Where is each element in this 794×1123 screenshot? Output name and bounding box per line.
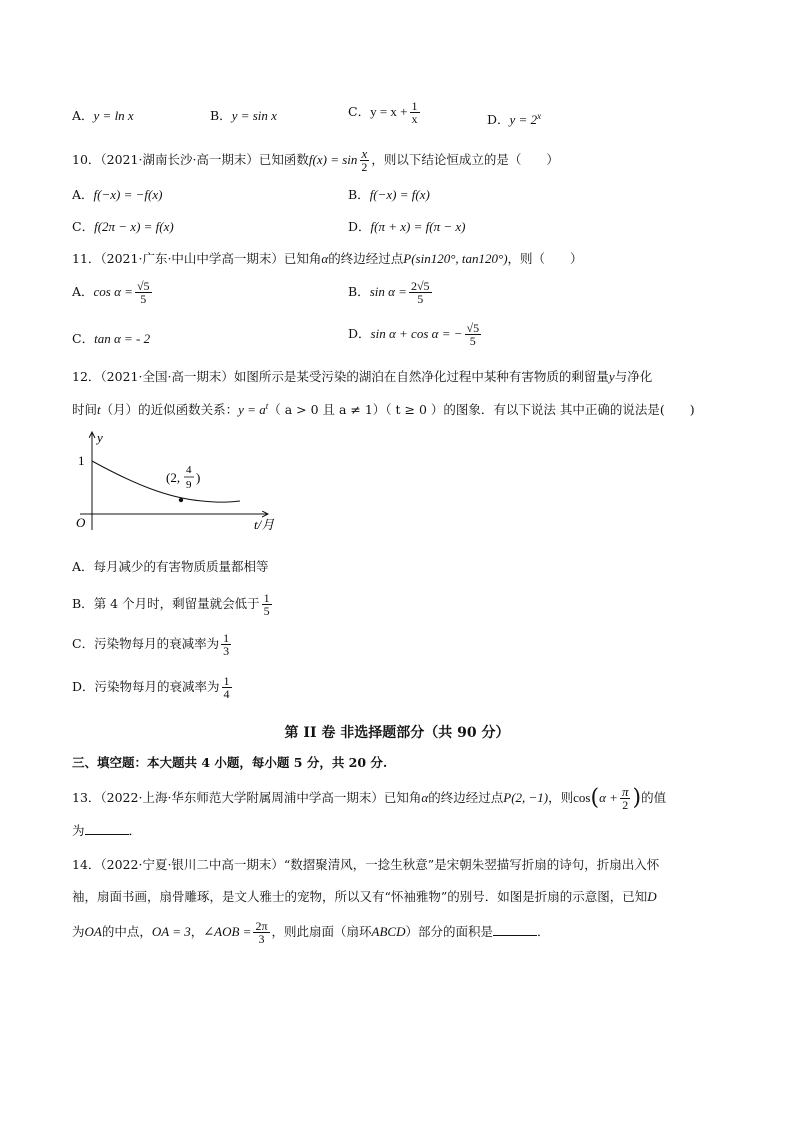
option-text: 每月减少的有害物质质量都相等 <box>93 559 269 574</box>
q12-option-c <box>72 632 233 657</box>
point-expr: P(sin120°, tan120°) <box>403 251 508 266</box>
q10-option-a <box>72 186 162 204</box>
stem-text: ，则此扇面（扇环 <box>271 924 372 939</box>
alpha-symbol: α <box>321 251 329 266</box>
y-axis-label: y <box>97 430 103 445</box>
option-label: D． <box>348 219 371 234</box>
q10-stem <box>72 148 559 173</box>
option-expr: y = x + <box>370 104 408 119</box>
stem-text: 11．（2021·广东·中山中学高一期末）已知角 <box>72 251 322 266</box>
fraction: $\frac{x}{2}$ <box>361 146 368 174</box>
one-tick-label: 1 <box>78 453 85 468</box>
stem-text: 12．（2021·全国·高一期末）如图所示是某受污染的湖泊在自然净化过程中某种有害物质的剩留量 <box>72 369 609 384</box>
exponent: x <box>537 111 542 121</box>
angle-expr: ∠AOB = <box>203 924 252 939</box>
answer-blank[interactable] <box>85 822 129 835</box>
q11-option-c <box>72 330 150 348</box>
fraction: $\frac{2√5}{5}$ <box>410 279 430 306</box>
point-label-num: 4 <box>186 464 192 476</box>
q10-option-b <box>348 186 430 204</box>
stem-text: 14．（2022·宁夏·银川二中高一期末）“数摺聚清风，一捻生秋意”是宋朝朱翌描写折扇的诗句，折扇出入怀 <box>72 857 660 872</box>
exponent: t <box>265 401 269 411</box>
stem-text: 为 <box>72 924 85 939</box>
option-text: 污染物每月的衰减率为 <box>94 679 220 694</box>
section3-text: 本大题共 4 小题，每小题 5 分，共 20 分. <box>147 755 388 770</box>
q14-line3 <box>72 920 550 945</box>
stem-text: 袖，扇面书画，扇骨雕琢，是文人雅士的宠物，所以又有“怀袖雅物”的别号．如图是折扇的示意图，已知 <box>72 889 648 904</box>
q12-option-b <box>72 592 274 617</box>
q11-option-d <box>348 322 483 347</box>
option-text: 第 4 个月时，剩留量就会低于 <box>93 596 260 611</box>
option-expr: f(2π − x) = f(x) <box>94 219 174 234</box>
var-t: t <box>97 402 101 418</box>
stem-text: 的终边经过点 <box>428 790 504 805</box>
q9-option-a <box>72 107 134 125</box>
q12-option-d <box>72 675 234 700</box>
condition-text: （ a > 0 且 a ≠ 1）（ t ≥ 0 ） <box>268 402 444 418</box>
function-expr: f(x) = sin <box>308 152 358 167</box>
option-label: A． <box>72 559 94 574</box>
stem-text: 的终边经过点 <box>328 251 404 266</box>
q9-option-d <box>487 107 541 129</box>
function-expr: cos <box>573 790 591 805</box>
stem-text: 与净化 <box>614 369 653 384</box>
stem-text: 的值 <box>641 790 667 805</box>
option-label: C． <box>348 104 371 119</box>
option-label: A． <box>72 187 94 202</box>
option-label: B． <box>72 596 94 611</box>
segment-oa: OA <box>84 924 102 939</box>
stem-text: ，则 <box>548 790 574 805</box>
equation: OA = 3 <box>151 924 191 939</box>
paren-left: ( <box>590 785 600 811</box>
option-expr: y = 2 <box>509 112 538 128</box>
option-label: C． <box>72 331 95 346</box>
option-label: B． <box>348 187 370 202</box>
stem-text: ． <box>128 823 142 838</box>
fraction: $\frac{1}{4}$ <box>223 674 230 701</box>
fraction: $\frac{\pi}{2}$ <box>621 784 629 812</box>
option-expr: y = ln x <box>93 108 134 123</box>
q10-option-c <box>72 218 174 236</box>
point-label-post: ) <box>196 470 201 485</box>
fraction: $\frac{2\pi}{3}$ <box>255 919 268 946</box>
q12-option-a <box>72 558 269 576</box>
q9-option-c <box>348 100 422 125</box>
option-label: B． <box>348 284 370 299</box>
decay-graph <box>72 428 282 543</box>
var-y: y <box>608 369 615 384</box>
option-expr: sin α + cos α = − <box>370 326 463 341</box>
option-label: D． <box>348 326 371 341</box>
stem-text: （月）的近似函数关系： <box>100 402 239 418</box>
option-label: D． <box>487 112 510 128</box>
option-text: 污染物每月的衰减率为 <box>94 636 220 651</box>
origin-label: O <box>76 515 86 530</box>
point-label-pre: (2, <box>166 470 181 485</box>
q10-option-d <box>348 218 465 236</box>
point-marker <box>179 498 183 502</box>
function-expr: α + <box>599 790 618 805</box>
option-expr: f(−x) = −f(x) <box>93 187 163 202</box>
fraction: $\frac{1}{x}$ <box>411 99 418 126</box>
option-expr: f(π + x) = f(π − x) <box>370 219 466 234</box>
stem-text: ）部分的面积是 <box>405 924 493 939</box>
q13-line2 <box>72 822 141 840</box>
option-expr: tan α = - 2 <box>94 331 151 346</box>
t-axis-label: t/月 <box>254 517 275 532</box>
fraction: $\frac{1}{3}$ <box>223 631 230 658</box>
q12-stem-line2 <box>72 397 695 419</box>
stem-text: 10．（2021·湖南长沙·高一期末）已知函数 <box>72 152 309 167</box>
stem-text: 的图象．有以下说法 其中正确的说法是( ) <box>443 402 695 418</box>
stem-text: ， <box>190 924 204 939</box>
stem-text: 13．（2022·上海·华东师范大学附属周浦中学高一期末）已知角 <box>72 790 422 805</box>
point-label-den: 9 <box>186 479 192 491</box>
sector-label: ABCD <box>371 924 406 939</box>
function-expr: y = a <box>238 402 266 418</box>
stem-text: 的中点， <box>101 924 152 939</box>
point-d: D <box>647 889 657 904</box>
option-label: C． <box>72 636 95 651</box>
option-label: A． <box>72 284 94 299</box>
option-label: B． <box>210 108 232 123</box>
q11-option-b <box>348 280 434 305</box>
option-expr: y = sin x <box>231 108 277 123</box>
q14-line2 <box>72 888 657 906</box>
stem-text: ，则（ ） <box>507 251 583 266</box>
stem-text: 为 <box>72 823 85 838</box>
option-expr: cos α = <box>93 284 133 299</box>
stem-text: ，则以下结论恒成立的是（ ） <box>371 152 559 167</box>
q9-option-b <box>210 107 277 125</box>
option-label: D． <box>72 679 95 694</box>
q11-stem <box>72 250 583 268</box>
fraction: $\frac{1}{5}$ <box>263 591 270 618</box>
stem-text: ． <box>537 924 550 939</box>
paren-right: ) <box>632 785 642 811</box>
section3-header <box>72 754 387 772</box>
q14-line1 <box>72 856 659 874</box>
q13-stem <box>72 786 666 811</box>
part2-title: 第 II 卷 非选择题部分（共 90 分） <box>284 725 510 741</box>
alpha-symbol: α <box>421 790 429 805</box>
fraction: $\frac{√5}{5}$ <box>136 279 150 306</box>
q12-stem-line1 <box>72 368 652 386</box>
fraction: $\frac{√5}{5}$ <box>466 321 480 348</box>
stem-text: 时间 <box>72 402 98 418</box>
option-expr: sin α = <box>369 284 407 299</box>
point-expr: P(2, −1) <box>503 790 549 805</box>
section3-lead: 三、填空题： <box>72 755 148 770</box>
option-label: C． <box>72 219 95 234</box>
answer-blank[interactable] <box>493 923 537 936</box>
option-label: A． <box>72 108 94 123</box>
option-expr: f(−x) = f(x) <box>369 187 430 202</box>
q11-option-a <box>72 280 154 305</box>
